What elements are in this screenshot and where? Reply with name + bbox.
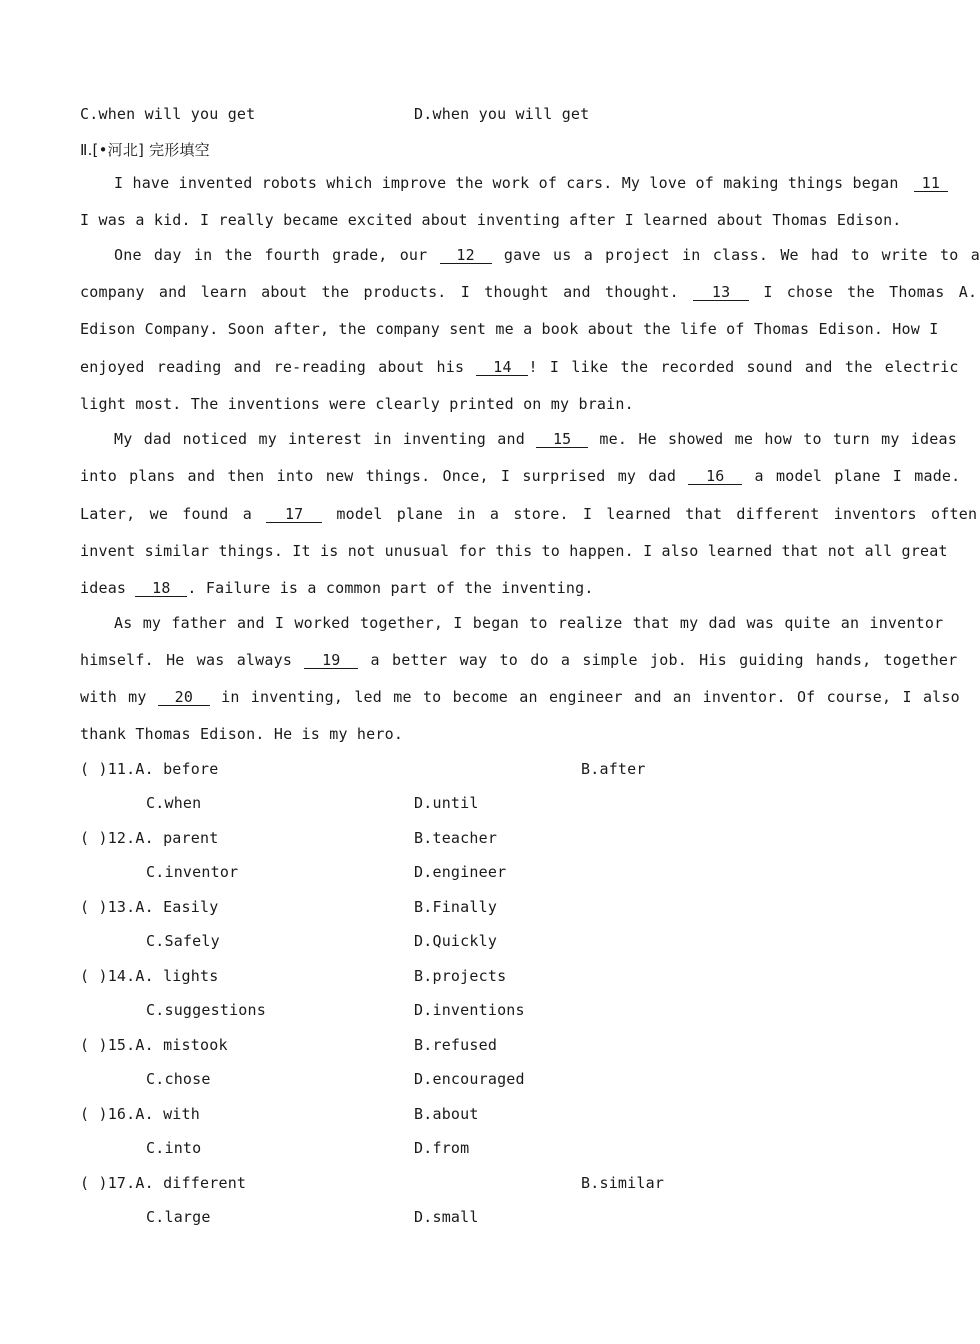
- passage-text: in inventing, led me to become an engineer and an inventor. Of course, I also: [221, 688, 960, 706]
- passage-text: I have invented robots which improve the work of cars. My love of making things began: [114, 174, 899, 192]
- passage-text: a model plane I made.: [754, 467, 961, 485]
- question-11-option-c: C.when: [146, 794, 202, 812]
- blank-17: 17: [266, 506, 322, 523]
- question-13-option-d: D.Quickly: [414, 932, 498, 950]
- passage-text: gave us a project in class. We had to write to a: [503, 246, 980, 264]
- passage-line: As my father and I worked together, I began to realize that my dad was quite an inventor: [114, 614, 944, 632]
- question-15-stem: ( )15.A. mistook: [80, 1036, 228, 1054]
- passage-text: ! I like the recorded sound and the electric: [528, 358, 959, 376]
- passage-line: [80, 467, 960, 485]
- question-12-option-b: B.teacher: [414, 829, 498, 847]
- blank-15: 15: [536, 431, 588, 448]
- passage-text: One day in the fourth grade, our: [114, 246, 428, 264]
- question-16-stem: ( )16.A. with: [80, 1105, 200, 1123]
- passage-text: me. He showed me how to turn my ideas: [599, 430, 957, 448]
- passage-line: thank Thomas Edison. He is my hero.: [80, 725, 404, 743]
- blank-16: 16: [688, 468, 742, 485]
- question-16-option-c: C.into: [146, 1139, 202, 1157]
- passage-text: a better way to do a simple job. His guiding hands, together: [370, 651, 958, 669]
- passage-line: [114, 246, 980, 264]
- blank-18: 18: [135, 580, 187, 597]
- question-15-option-b: B.refused: [414, 1036, 498, 1054]
- question-14-option-c: C.suggestions: [146, 1001, 266, 1019]
- question-16-option-b: B.about: [414, 1105, 479, 1123]
- passage-text: with my: [80, 688, 147, 706]
- passage-text: company and learn about the products. I thought and thought.: [80, 283, 679, 301]
- passage-line: [80, 283, 977, 301]
- blank-14: 14: [476, 359, 528, 376]
- question-13-option-c: C.Safely: [146, 932, 220, 950]
- passage-line: [80, 358, 959, 376]
- passage-line: [114, 430, 957, 448]
- passage-text: himself. He was always: [80, 651, 293, 669]
- blank-11: 11: [914, 175, 948, 192]
- passage-text: I chose the Thomas A.: [763, 283, 978, 301]
- question-15-option-c: C.chose: [146, 1070, 211, 1088]
- question-17-stem: ( )17.A. different: [80, 1174, 247, 1192]
- passage-line: [80, 651, 957, 669]
- passage-text: enjoyed reading and re-reading about his: [80, 358, 465, 376]
- passage-text: Later, we found a: [80, 505, 252, 523]
- option-d-prev: D.when you will get: [414, 105, 590, 123]
- question-12-option-d: D.engineer: [414, 863, 507, 881]
- passage-line: I was a kid. I really became excited about inventing after I learned about Thomas Edison.: [80, 211, 902, 229]
- blank-19: 19: [304, 652, 358, 669]
- question-11-option-b: B.after: [581, 760, 646, 778]
- section-title: Ⅱ.[•河北] 完形填空: [80, 141, 210, 159]
- question-11-option-d: D.until: [414, 794, 479, 812]
- blank-13: 13: [693, 284, 749, 301]
- question-16-option-d: D.from: [414, 1139, 470, 1157]
- question-12-option-c: C.inventor: [146, 863, 239, 881]
- question-14-stem: ( )14.A. lights: [80, 967, 219, 985]
- passage-text: My dad noticed my interest in inventing and: [114, 430, 525, 448]
- passage-line: light most. The inventions were clearly printed on my brain.: [80, 395, 634, 413]
- question-15-option-d: D.encouraged: [414, 1070, 525, 1088]
- question-13-stem: ( )13.A. Easily: [80, 898, 219, 916]
- passage-line: [80, 579, 594, 597]
- question-17-option-c: C.large: [146, 1208, 211, 1226]
- passage-text: into plans and then into new things. Once, I surprised my dad: [80, 467, 677, 485]
- question-13-option-b: B.Finally: [414, 898, 498, 916]
- passage-line: invent similar things. It is not unusual for this to happen. I also learned that not all great: [80, 542, 948, 560]
- question-14-option-d: D.inventions: [414, 1001, 525, 1019]
- question-11-stem: ( )11.A. before: [80, 760, 219, 778]
- question-12-stem: ( )12.A. parent: [80, 829, 219, 847]
- blank-20: 20: [158, 689, 210, 706]
- question-17-option-b: B.similar: [581, 1174, 665, 1192]
- question-17-option-d: D.small: [414, 1208, 479, 1226]
- passage-text: ideas: [80, 579, 127, 597]
- passage-line: Edison Company. Soon after, the company sent me a book about the life of Thomas Edison. How I: [80, 320, 939, 338]
- passage-text: . Failure is a common part of the inventing.: [187, 579, 594, 597]
- passage-line: [80, 505, 977, 523]
- passage-line: [80, 688, 960, 706]
- question-14-option-b: B.projects: [414, 967, 507, 985]
- option-c-prev: C.when will you get: [80, 105, 256, 123]
- blank-12: 12: [440, 247, 492, 264]
- passage-line: [114, 174, 948, 192]
- passage-text: model plane in a store. I learned that different inventors often: [336, 505, 978, 523]
